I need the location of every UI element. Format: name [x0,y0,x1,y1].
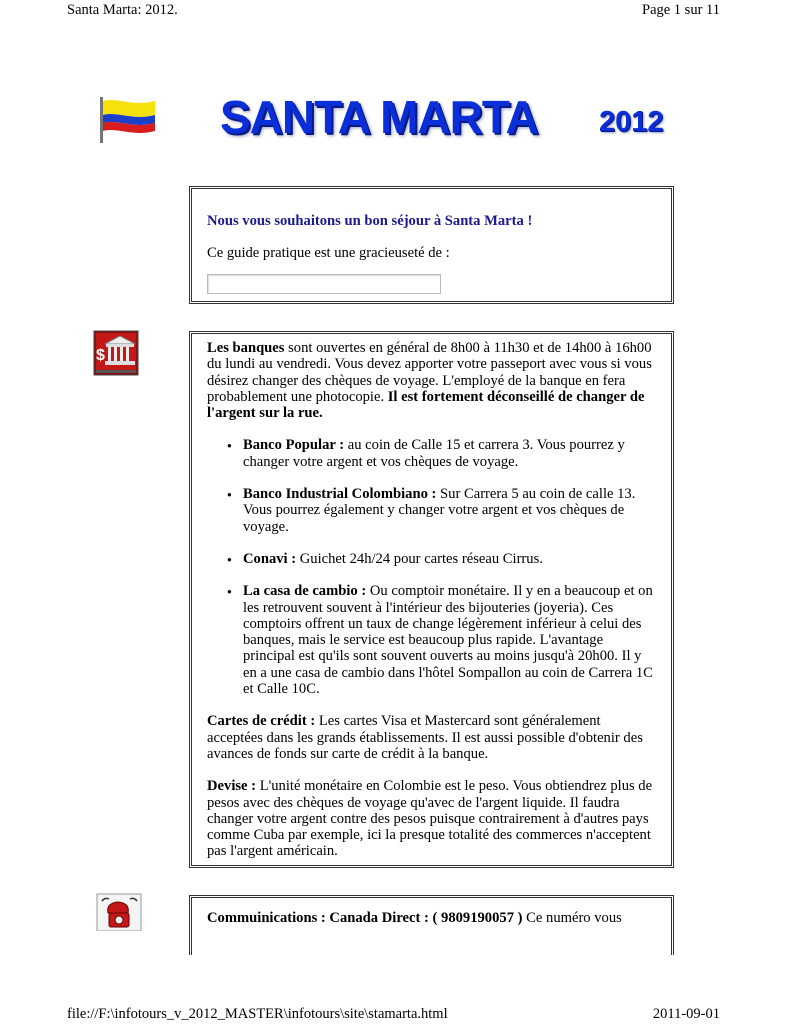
colombia-flag-icon [97,95,159,143]
header-page-number: Page 1 sur 11 [642,2,720,18]
communications-box [189,895,674,955]
footer-file-path: file://F:\infotours_v_2012_MASTER\infotours\site\stamarta.html [67,1006,448,1022]
bank-name: La casa de cambio : [243,583,367,600]
sponsor-line: Ce guide pratique est une gracieuseté de : [207,245,450,262]
page-title: SANTA MARTA [220,91,538,143]
bank-name: Banco Popular : [243,437,345,454]
list-item [243,437,657,470]
banks-intro [207,340,657,421]
telephone-icon [96,893,142,931]
svg-text:$: $ [96,347,105,364]
title-year: 2012 [599,106,664,138]
communications-paragraph [207,910,657,926]
bank-desc: Guichet 24h/24 pour cartes réseau Cirrus. [296,550,543,567]
banks-intro-bold: Les banques [207,340,285,356]
bank-desc: Ou comptoir monétaire. Il y en a beaucoup et on les retrouvent souvent à l'intérieur des bijouteries (joyeria). Ces comptoirs offrent un taux de change légèrement inférieur à celui des banques, mais le service est beaucoup plus rapide. L'avantage principal est qu'ils sont souvent ouverts au moins jusqu'à 20h00. Il y en a une casa de cambio dans l'hôtel Sompallon au coin de Carrera 1C et Calle 10C. [243,583,653,698]
list-item [243,486,657,535]
bank-desc: au coin de Calle 15 et carrera 3. Vous pourrez y changer votre argent et vos chèques de voyage. [243,437,625,470]
communications-text: Ce numéro vous [522,910,622,926]
bank-list [207,437,657,697]
banks-warning: Il est fortement déconseillé de changer de l'argent sur la rue. [207,388,645,422]
banks-intro-text: sont ouvertes en général de 8h00 à 11h30 et de 14h00 à 16h00 du lundi au vendredi. Vous devez apporter votre passeport avec vous si vous désirez changer des chèques de voyage. L'employé de la banque en fera probablement une photocopie. [207,340,652,405]
bank-name: Conavi : [243,550,297,567]
bank-desc: Sur Carrera 5 au coin de calle 13. Vous pourrez également y changer votre argent et vos chèques de voyage. [243,486,636,535]
credit-cards-paragraph [207,713,657,762]
communications-label: Commuinications : Canada Direct : ( 9809190057 ) [207,910,523,926]
header-left: Santa Marta: 2012. [67,2,178,18]
welcome-text: Nous vous souhaitons un bon séjour à Santa Marta ! [207,213,533,229]
list-item [243,551,657,567]
currency-label: Devise : [207,778,257,795]
currency-text: L'unité monétaire en Colombie est le peso. Vous obtiendrez plus de pesos avec des chèques de voyage qu'avec de l'argent liquide. Il faudra changer votre argent contre des pesos puisque contrairement à d'autres pays comme Cuba par exemple, ici la presque totalité des commerces n'acceptent pas l'argent américain. [207,778,653,860]
list-item [243,583,657,697]
currency-paragraph [207,778,657,859]
banks-box [189,331,674,868]
credit-cards-text: Les cartes Visa et Mastercard sont généralement acceptées dans les grands établissements. Il est aussi possible d'obtenir des avances de fonds sur carte de crédit à la banque. [207,713,643,762]
bank-name: Banco Industrial Colombiano : [243,486,437,503]
bank-icon [93,330,139,376]
intro-box [189,186,674,304]
footer-date: 2011-09-01 [652,1006,720,1022]
sponsor-field[interactable] [207,274,441,294]
credit-cards-label: Cartes de crédit : [207,713,316,730]
